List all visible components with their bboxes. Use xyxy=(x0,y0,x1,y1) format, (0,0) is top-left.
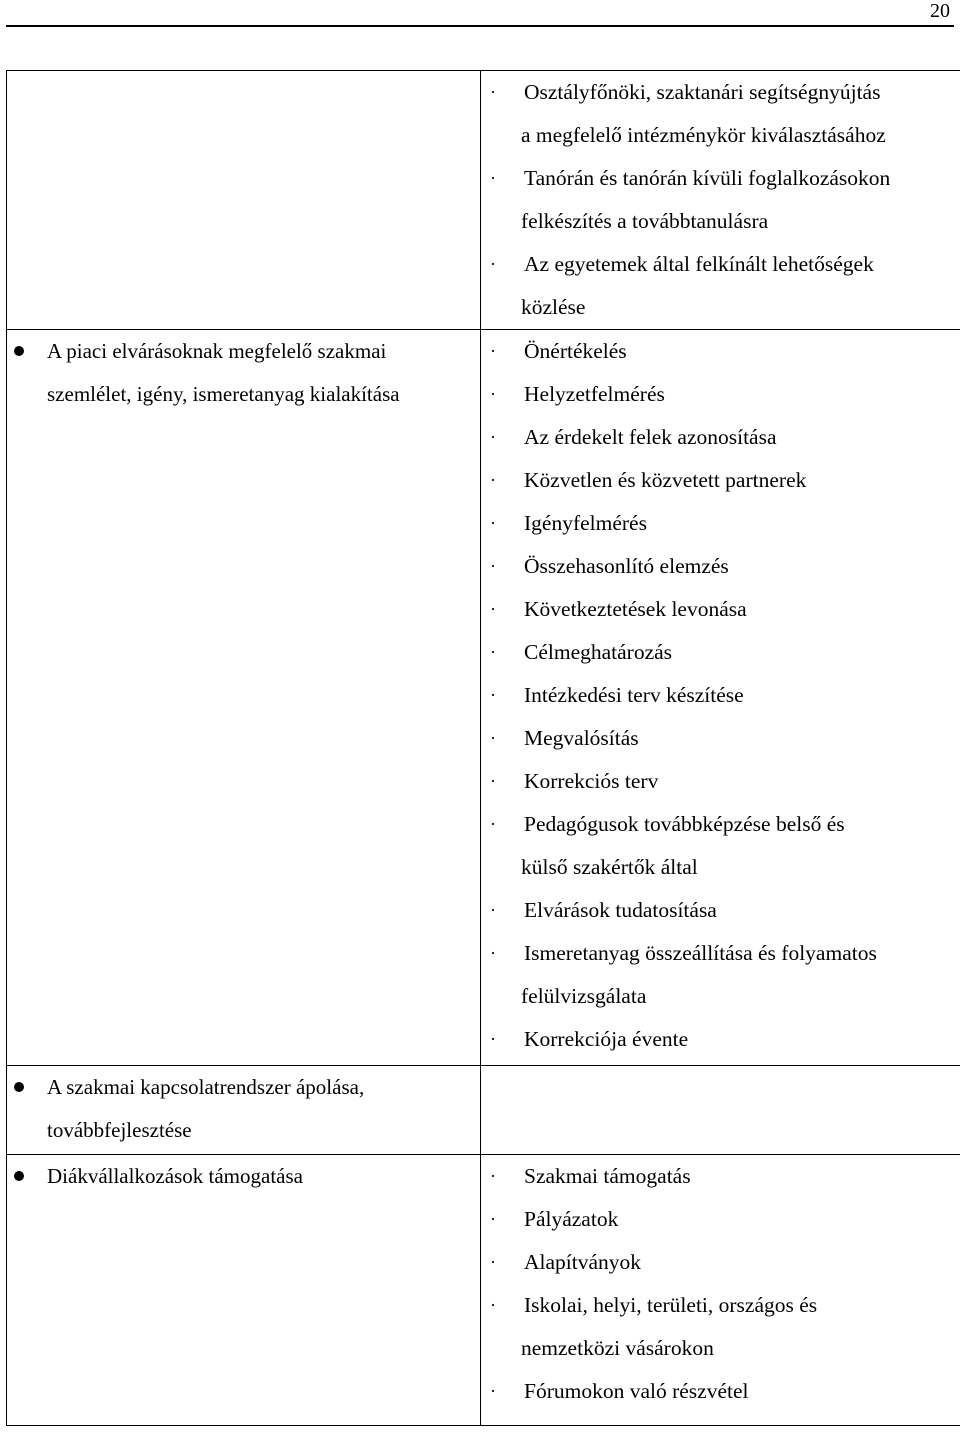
activity-item xyxy=(481,889,960,932)
activity-text: Önértékelés xyxy=(524,339,627,363)
activity-item xyxy=(481,717,960,760)
activity-item-continuation xyxy=(481,200,960,243)
activity-text: Megvalósítás xyxy=(524,726,639,750)
header-rule xyxy=(6,25,954,27)
dot-bullet-icon: · xyxy=(490,513,496,533)
activity-continuation-text: felülvizsgálata xyxy=(521,984,647,1008)
dot-bullet-icon: · xyxy=(490,1209,496,1229)
activity-list xyxy=(481,1155,960,1413)
activity-item xyxy=(481,760,960,803)
page-number: 20 xyxy=(930,0,950,22)
activity-item xyxy=(481,1198,960,1241)
topic-item xyxy=(7,330,480,416)
activity-text: Célmeghatározás xyxy=(524,640,673,664)
activity-continuation-text: közlése xyxy=(521,295,586,319)
dot-bullet-icon: · xyxy=(490,82,496,102)
plan-row xyxy=(7,71,960,330)
plan-row xyxy=(7,1066,960,1155)
activity-item-continuation xyxy=(481,1327,960,1370)
dot-bullet-icon: · xyxy=(490,168,496,188)
activity-item xyxy=(481,502,960,545)
dot-bullet-icon: · xyxy=(490,341,496,361)
activity-text: Korrekciója évente xyxy=(524,1027,689,1051)
topic-item xyxy=(7,1066,480,1152)
activity-text: Iskolai, helyi, területi, országos és xyxy=(524,1293,818,1317)
topic-cell xyxy=(7,330,481,1066)
dot-bullet-icon: · xyxy=(490,384,496,404)
dot-bullet-icon: · xyxy=(490,685,496,705)
activity-item-continuation xyxy=(481,286,960,329)
dot-bullet-icon: · xyxy=(490,599,496,619)
activities-cell xyxy=(481,1155,960,1426)
activity-text: Helyzetfelmérés xyxy=(524,382,665,406)
activity-item xyxy=(481,545,960,588)
activity-item xyxy=(481,1284,960,1327)
activities-cell xyxy=(481,330,960,1066)
dot-bullet-icon: · xyxy=(490,1029,496,1049)
activity-text: Alapítványok xyxy=(524,1250,642,1274)
activity-item xyxy=(481,243,960,286)
activity-item-continuation xyxy=(481,975,960,1018)
activity-list xyxy=(481,71,960,329)
activity-text: Az egyetemek által felkínált lehetőségek xyxy=(524,252,874,276)
activity-text: Következtetések levonása xyxy=(524,597,747,621)
activity-text: Intézkedési terv készítése xyxy=(524,683,744,707)
activity-list xyxy=(481,1066,960,1068)
activity-item xyxy=(481,803,960,846)
activity-continuation-text: felkészítés a továbbtanulásra xyxy=(521,209,769,233)
activity-text: Fórumokon való részvétel xyxy=(524,1379,749,1403)
activity-item xyxy=(481,71,960,114)
activity-text: Tanórán és tanórán kívüli foglalkozásokon xyxy=(524,166,891,190)
activity-item xyxy=(481,631,960,674)
activity-item xyxy=(481,157,960,200)
activity-text: Szakmai támogatás xyxy=(524,1164,691,1188)
plan-table xyxy=(6,70,960,1426)
activities-cell xyxy=(481,1066,960,1155)
activity-item xyxy=(481,416,960,459)
activity-item xyxy=(481,932,960,975)
activity-text: Ismeretanyag összeállítása és folyamatos xyxy=(524,941,877,965)
activity-item xyxy=(481,1155,960,1198)
activity-item-continuation xyxy=(481,114,960,157)
topic-text: A szakmai kapcsolatrendszer ápolása, továbbfejlesztése xyxy=(47,1075,365,1142)
activity-item xyxy=(481,588,960,631)
topic-cell xyxy=(7,71,481,330)
bullet-icon xyxy=(14,346,24,356)
activity-text: Közvetlen és közvetett partnerek xyxy=(524,468,807,492)
activity-item xyxy=(481,1241,960,1284)
topic-cell xyxy=(7,1155,481,1426)
plan-row xyxy=(7,330,960,1066)
activity-item xyxy=(481,1018,960,1061)
activity-item-continuation xyxy=(481,846,960,889)
dot-bullet-icon: · xyxy=(490,1381,496,1401)
activity-text: Korrekciós terv xyxy=(524,769,659,793)
activity-list xyxy=(481,330,960,1065)
activity-item xyxy=(481,459,960,502)
activity-text: Pedagógusok továbbképzése belső és xyxy=(524,812,845,836)
dot-bullet-icon: · xyxy=(490,642,496,662)
dot-bullet-icon: · xyxy=(490,771,496,791)
activity-item xyxy=(481,674,960,717)
dot-bullet-icon: · xyxy=(490,900,496,920)
bullet-icon xyxy=(14,1171,24,1181)
activity-text: Pályázatok xyxy=(524,1207,619,1231)
topic-text: Diákvállalkozások támogatása xyxy=(47,1164,303,1188)
dot-bullet-icon: · xyxy=(490,427,496,447)
bullet-icon xyxy=(14,1082,24,1092)
activity-item xyxy=(481,1370,960,1413)
dot-bullet-icon: · xyxy=(490,556,496,576)
activity-text: Összehasonlító elemzés xyxy=(524,554,729,578)
activities-cell xyxy=(481,71,960,330)
dot-bullet-icon: · xyxy=(490,814,496,834)
dot-bullet-icon: · xyxy=(490,470,496,490)
dot-bullet-icon: · xyxy=(490,943,496,963)
activity-text: Az érdekelt felek azonosítása xyxy=(524,425,777,449)
dot-bullet-icon: · xyxy=(490,254,496,274)
dot-bullet-icon: · xyxy=(490,1252,496,1272)
activity-continuation-text: a megfelelő intézménykör kiválasztásához xyxy=(521,123,886,147)
activity-text: Igényfelmérés xyxy=(524,511,647,535)
activity-item xyxy=(481,373,960,416)
activity-item xyxy=(481,330,960,373)
dot-bullet-icon: · xyxy=(490,1166,496,1186)
activity-continuation-text: külső szakértők által xyxy=(521,855,698,879)
topic-item xyxy=(7,1155,480,1198)
topic-text: A piaci elvárásoknak megfelelő szakmai szemlélet, igény, ismeretanyag kialakítása xyxy=(47,339,400,406)
dot-bullet-icon: · xyxy=(490,728,496,748)
activity-text: Elvárások tudatosítása xyxy=(524,898,717,922)
activity-text: Osztályfőnöki, szaktanári segítségnyújtás xyxy=(524,80,881,104)
plan-row xyxy=(7,1155,960,1426)
topic-cell xyxy=(7,1066,481,1155)
dot-bullet-icon: · xyxy=(490,1295,496,1315)
plan-table-body xyxy=(7,71,960,1426)
activity-continuation-text: nemzetközi vásárokon xyxy=(521,1336,714,1360)
